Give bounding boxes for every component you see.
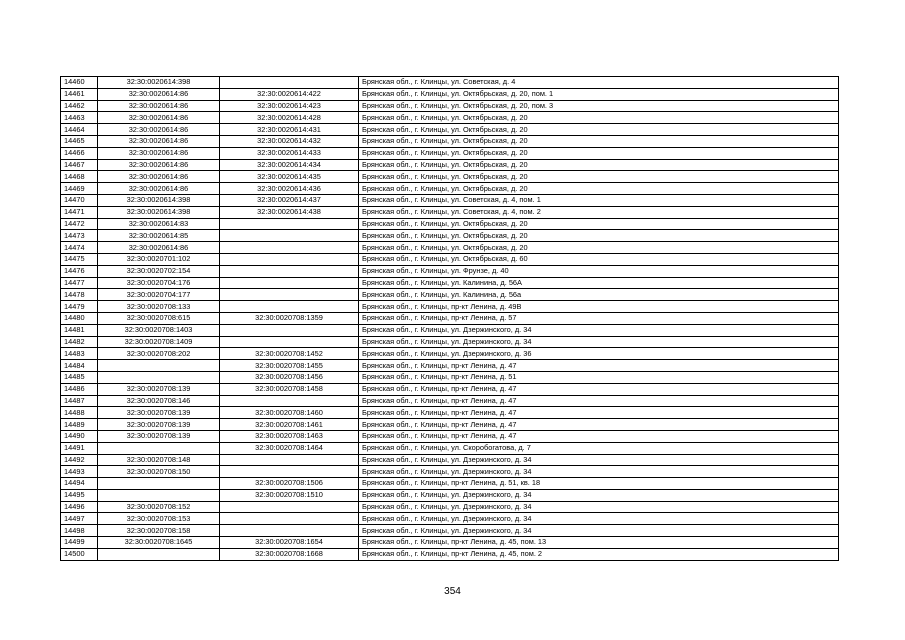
object-cadastral-number-cell: 32:30:0020708:1461 [220,419,359,431]
table-row [61,466,839,478]
address-cell: Брянская обл., г. Клинцы, ул. Октябрьская, д. 20 [359,230,839,242]
object-cadastral-number-cell: 32:30:0020708:1506 [220,478,359,490]
row-number-cell: 14461 [61,88,98,100]
address-cell: Брянская обл., г. Клинцы, ул. Советская, д. 4, пом. 2 [359,206,839,218]
row-number-cell: 14483 [61,348,98,360]
table-row [61,371,839,383]
parcel-cadastral-number-cell: 32:30:0020614:86 [98,124,220,136]
address-cell: Брянская обл., г. Клинцы, ул. Октябрьская, д. 20 [359,171,839,183]
row-number-cell: 14470 [61,194,98,206]
object-cadastral-number-cell [220,324,359,336]
row-number-cell: 14466 [61,147,98,159]
row-number-cell: 14482 [61,336,98,348]
table-row [61,88,839,100]
object-cadastral-number-cell [220,301,359,313]
object-cadastral-number-cell: 32:30:0020614:434 [220,159,359,171]
address-cell: Брянская обл., г. Клинцы, ул. Советская, д. 4, пом. 1 [359,194,839,206]
row-number-cell: 14472 [61,218,98,230]
object-cadastral-number-cell: 32:30:0020614:436 [220,183,359,195]
table-row [61,218,839,230]
table-row [61,301,839,313]
table-row [61,501,839,513]
address-cell: Брянская обл., г. Клинцы, ул. Октябрьская, д. 20 [359,135,839,147]
row-number-cell: 14467 [61,159,98,171]
address-cell: Брянская обл., г. Клинцы, пр-кт Ленина, д. 51, кв. 18 [359,478,839,490]
parcel-cadastral-number-cell: 32:30:0020614:85 [98,230,220,242]
parcel-cadastral-number-cell: 32:30:0020614:86 [98,100,220,112]
object-cadastral-number-cell: 32:30:0020708:1455 [220,360,359,372]
table-row [61,277,839,289]
table-row [61,348,839,360]
object-cadastral-number-cell [220,336,359,348]
row-number-cell: 14488 [61,407,98,419]
table-row [61,124,839,136]
address-cell: Брянская обл., г. Клинцы, ул. Скоробогатова, д. 7 [359,442,839,454]
object-cadastral-number-cell: 32:30:0020614:423 [220,100,359,112]
table-row [61,324,839,336]
table-row [61,230,839,242]
row-number-cell: 14487 [61,395,98,407]
table-row [61,537,839,549]
address-cell: Брянская обл., г. Клинцы, пр-кт Ленина, д. 47 [359,383,839,395]
address-cell: Брянская обл., г. Клинцы, ул. Октябрьская, д. 20 [359,147,839,159]
row-number-cell: 14469 [61,183,98,195]
table-row [61,171,839,183]
row-number-cell: 14476 [61,265,98,277]
row-number-cell: 14484 [61,360,98,372]
object-cadastral-number-cell: 32:30:0020614:422 [220,88,359,100]
object-cadastral-number-cell: 32:30:0020708:1359 [220,312,359,324]
table-row [61,194,839,206]
table-row [61,419,839,431]
parcel-cadastral-number-cell: 32:30:0020708:146 [98,395,220,407]
row-number-cell: 14496 [61,501,98,513]
row-number-cell: 14495 [61,489,98,501]
table-row [61,112,839,124]
address-cell: Брянская обл., г. Клинцы, пр-кт Ленина, д. 57 [359,312,839,324]
address-cell: Брянская обл., г. Клинцы, пр-кт Ленина, д. 45, пом. 13 [359,537,839,549]
object-cadastral-number-cell [220,230,359,242]
row-number-cell: 14463 [61,112,98,124]
table-row [61,360,839,372]
object-cadastral-number-cell: 32:30:0020708:1452 [220,348,359,360]
row-number-cell: 14494 [61,478,98,490]
address-cell: Брянская обл., г. Клинцы, пр-кт Ленина, д. 45, пом. 2 [359,548,839,560]
address-cell: Брянская обл., г. Клинцы, ул. Октябрьская, д. 20, пом. 3 [359,100,839,112]
object-cadastral-number-cell: 32:30:0020614:437 [220,194,359,206]
table-row [61,265,839,277]
row-number-cell: 14492 [61,454,98,466]
object-cadastral-number-cell: 32:30:0020614:438 [220,206,359,218]
table-row [61,135,839,147]
address-cell: Брянская обл., г. Клинцы, пр-кт Ленина, д. 47 [359,395,839,407]
address-cell: Брянская обл., г. Клинцы, ул. Октябрьская, д. 20 [359,112,839,124]
parcel-cadastral-number-cell: 32:30:0020708:139 [98,419,220,431]
object-cadastral-number-cell: 32:30:0020614:435 [220,171,359,183]
address-cell: Брянская обл., г. Клинцы, пр-кт Ленина, д. 47 [359,360,839,372]
table-row [61,206,839,218]
parcel-cadastral-number-cell [98,548,220,560]
row-number-cell: 14462 [61,100,98,112]
object-cadastral-number-cell [220,218,359,230]
address-cell: Брянская обл., г. Клинцы, ул. Октябрьская, д. 60 [359,253,839,265]
table-row [61,100,839,112]
parcel-cadastral-number-cell: 32:30:0020708:152 [98,501,220,513]
row-number-cell: 14499 [61,537,98,549]
address-cell: Брянская обл., г. Клинцы, ул. Дзержинского, д. 34 [359,454,839,466]
object-cadastral-number-cell [220,454,359,466]
object-cadastral-number-cell [220,395,359,407]
parcel-cadastral-number-cell: 32:30:0020614:86 [98,112,220,124]
object-cadastral-number-cell: 32:30:0020614:433 [220,147,359,159]
parcel-cadastral-number-cell: 32:30:0020614:398 [98,77,220,89]
table-row [61,183,839,195]
address-cell: Брянская обл., г. Клинцы, ул. Октябрьская, д. 20 [359,159,839,171]
address-cell: Брянская обл., г. Клинцы, ул. Дзержинского, д. 34 [359,324,839,336]
address-cell: Брянская обл., г. Клинцы, ул. Дзержинского, д. 34 [359,489,839,501]
parcel-cadastral-number-cell: 32:30:0020708:139 [98,407,220,419]
parcel-cadastral-number-cell: 32:30:0020708:615 [98,312,220,324]
object-cadastral-number-cell [220,277,359,289]
object-cadastral-number-cell: 32:30:0020614:432 [220,135,359,147]
parcel-cadastral-number-cell: 32:30:0020708:148 [98,454,220,466]
parcel-cadastral-number-cell: 32:30:0020614:86 [98,242,220,254]
address-cell: Брянская обл., г. Клинцы, ул. Октябрьская, д. 20 [359,124,839,136]
parcel-cadastral-number-cell: 32:30:0020708:1409 [98,336,220,348]
object-cadastral-number-cell [220,242,359,254]
parcel-cadastral-number-cell: 32:30:0020708:153 [98,513,220,525]
row-number-cell: 14477 [61,277,98,289]
row-number-cell: 14474 [61,242,98,254]
row-number-cell: 14479 [61,301,98,313]
object-cadastral-number-cell: 32:30:0020614:428 [220,112,359,124]
row-number-cell: 14500 [61,548,98,560]
parcel-cadastral-number-cell: 32:30:0020614:86 [98,159,220,171]
row-number-cell: 14471 [61,206,98,218]
object-cadastral-number-cell [220,289,359,301]
object-cadastral-number-cell: 32:30:0020614:431 [220,124,359,136]
object-cadastral-number-cell [220,513,359,525]
parcel-cadastral-number-cell [98,478,220,490]
address-cell: Брянская обл., г. Клинцы, ул. Октябрьская, д. 20 [359,218,839,230]
object-cadastral-number-cell: 32:30:0020708:1463 [220,430,359,442]
object-cadastral-number-cell: 32:30:0020708:1458 [220,383,359,395]
table-row [61,395,839,407]
object-cadastral-number-cell: 32:30:0020708:1510 [220,489,359,501]
row-number-cell: 14491 [61,442,98,454]
address-cell: Брянская обл., г. Клинцы, пр-кт Ленина, д. 47 [359,407,839,419]
row-number-cell: 14478 [61,289,98,301]
table-row [61,383,839,395]
address-cell: Брянская обл., г. Клинцы, пр-кт Ленина, д. 51 [359,371,839,383]
table-row [61,312,839,324]
table-row [61,478,839,490]
address-cell: Брянская обл., г. Клинцы, ул. Дзержинского, д. 34 [359,501,839,513]
address-cell: Брянская обл., г. Клинцы, ул. Дзержинского, д. 36 [359,348,839,360]
parcel-cadastral-number-cell: 32:30:0020701:102 [98,253,220,265]
row-number-cell: 14468 [61,171,98,183]
row-number-cell: 14480 [61,312,98,324]
parcel-cadastral-number-cell: 32:30:0020614:398 [98,194,220,206]
row-number-cell: 14465 [61,135,98,147]
parcel-cadastral-number-cell: 32:30:0020614:86 [98,88,220,100]
table-row [61,407,839,419]
row-number-cell: 14486 [61,383,98,395]
address-cell: Брянская обл., г. Клинцы, пр-кт Ленина, д. 49В [359,301,839,313]
parcel-cadastral-number-cell: 32:30:0020708:139 [98,383,220,395]
object-cadastral-number-cell: 32:30:0020708:1456 [220,371,359,383]
address-cell: Брянская обл., г. Клинцы, ул. Дзержинского, д. 34 [359,336,839,348]
table-row [61,336,839,348]
parcel-cadastral-number-cell: 32:30:0020708:133 [98,301,220,313]
row-number-cell: 14485 [61,371,98,383]
parcel-cadastral-number-cell: 32:30:0020614:398 [98,206,220,218]
object-cadastral-number-cell [220,501,359,513]
table-row [61,513,839,525]
address-cell: Брянская обл., г. Клинцы, ул. Калинина, д. 56А [359,277,839,289]
parcel-cadastral-number-cell: 32:30:0020614:83 [98,218,220,230]
object-cadastral-number-cell [220,77,359,89]
table-row [61,489,839,501]
registry-table-body [61,77,839,561]
address-cell: Брянская обл., г. Клинцы, ул. Октябрьская, д. 20 [359,183,839,195]
registry-table [60,76,839,561]
row-number-cell: 14460 [61,77,98,89]
address-cell: Брянская обл., г. Клинцы, ул. Дзержинского, д. 34 [359,466,839,478]
parcel-cadastral-number-cell: 32:30:0020614:86 [98,183,220,195]
parcel-cadastral-number-cell: 32:30:0020708:158 [98,525,220,537]
row-number-cell: 14493 [61,466,98,478]
object-cadastral-number-cell: 32:30:0020708:1654 [220,537,359,549]
parcel-cadastral-number-cell [98,489,220,501]
parcel-cadastral-number-cell: 32:30:0020704:177 [98,289,220,301]
table-row [61,159,839,171]
object-cadastral-number-cell [220,466,359,478]
parcel-cadastral-number-cell: 32:30:0020704:176 [98,277,220,289]
parcel-cadastral-number-cell: 32:30:0020614:86 [98,147,220,159]
table-row [61,253,839,265]
object-cadastral-number-cell [220,525,359,537]
parcel-cadastral-number-cell [98,360,220,372]
row-number-cell: 14490 [61,430,98,442]
address-cell: Брянская обл., г. Клинцы, пр-кт Ленина, д. 47 [359,430,839,442]
table-row [61,147,839,159]
parcel-cadastral-number-cell: 32:30:0020708:139 [98,430,220,442]
table-row [61,525,839,537]
table-row [61,242,839,254]
object-cadastral-number-cell: 32:30:0020708:1460 [220,407,359,419]
table-row [61,442,839,454]
object-cadastral-number-cell [220,253,359,265]
address-cell: Брянская обл., г. Клинцы, пр-кт Ленина, д. 47 [359,419,839,431]
row-number-cell: 14481 [61,324,98,336]
address-cell: Брянская обл., г. Клинцы, ул. Советская, д. 4 [359,77,839,89]
table-row [61,454,839,466]
parcel-cadastral-number-cell: 32:30:0020708:202 [98,348,220,360]
parcel-cadastral-number-cell: 32:30:0020708:1403 [98,324,220,336]
row-number-cell: 14475 [61,253,98,265]
row-number-cell: 14473 [61,230,98,242]
address-cell: Брянская обл., г. Клинцы, ул. Октябрьская, д. 20, пом. 1 [359,88,839,100]
address-cell: Брянская обл., г. Клинцы, ул. Дзержинского, д. 34 [359,525,839,537]
parcel-cadastral-number-cell: 32:30:0020708:1645 [98,537,220,549]
parcel-cadastral-number-cell [98,371,220,383]
address-cell: Брянская обл., г. Клинцы, ул. Фрунзе, д. 40 [359,265,839,277]
page-number: 354 [444,586,461,597]
row-number-cell: 14464 [61,124,98,136]
address-cell: Брянская обл., г. Клинцы, ул. Калинина, д. 56а [359,289,839,301]
row-number-cell: 14497 [61,513,98,525]
parcel-cadastral-number-cell: 32:30:0020702:154 [98,265,220,277]
row-number-cell: 14498 [61,525,98,537]
parcel-cadastral-number-cell: 32:30:0020708:150 [98,466,220,478]
object-cadastral-number-cell [220,265,359,277]
parcel-cadastral-number-cell: 32:30:0020614:86 [98,135,220,147]
table-row [61,77,839,89]
parcel-cadastral-number-cell: 32:30:0020614:86 [98,171,220,183]
table-row [61,548,839,560]
table-row [61,430,839,442]
row-number-cell: 14489 [61,419,98,431]
object-cadastral-number-cell: 32:30:0020708:1464 [220,442,359,454]
object-cadastral-number-cell: 32:30:0020708:1668 [220,548,359,560]
address-cell: Брянская обл., г. Клинцы, ул. Дзержинского, д. 34 [359,513,839,525]
parcel-cadastral-number-cell [98,442,220,454]
table-row [61,289,839,301]
address-cell: Брянская обл., г. Клинцы, ул. Октябрьская, д. 20 [359,242,839,254]
